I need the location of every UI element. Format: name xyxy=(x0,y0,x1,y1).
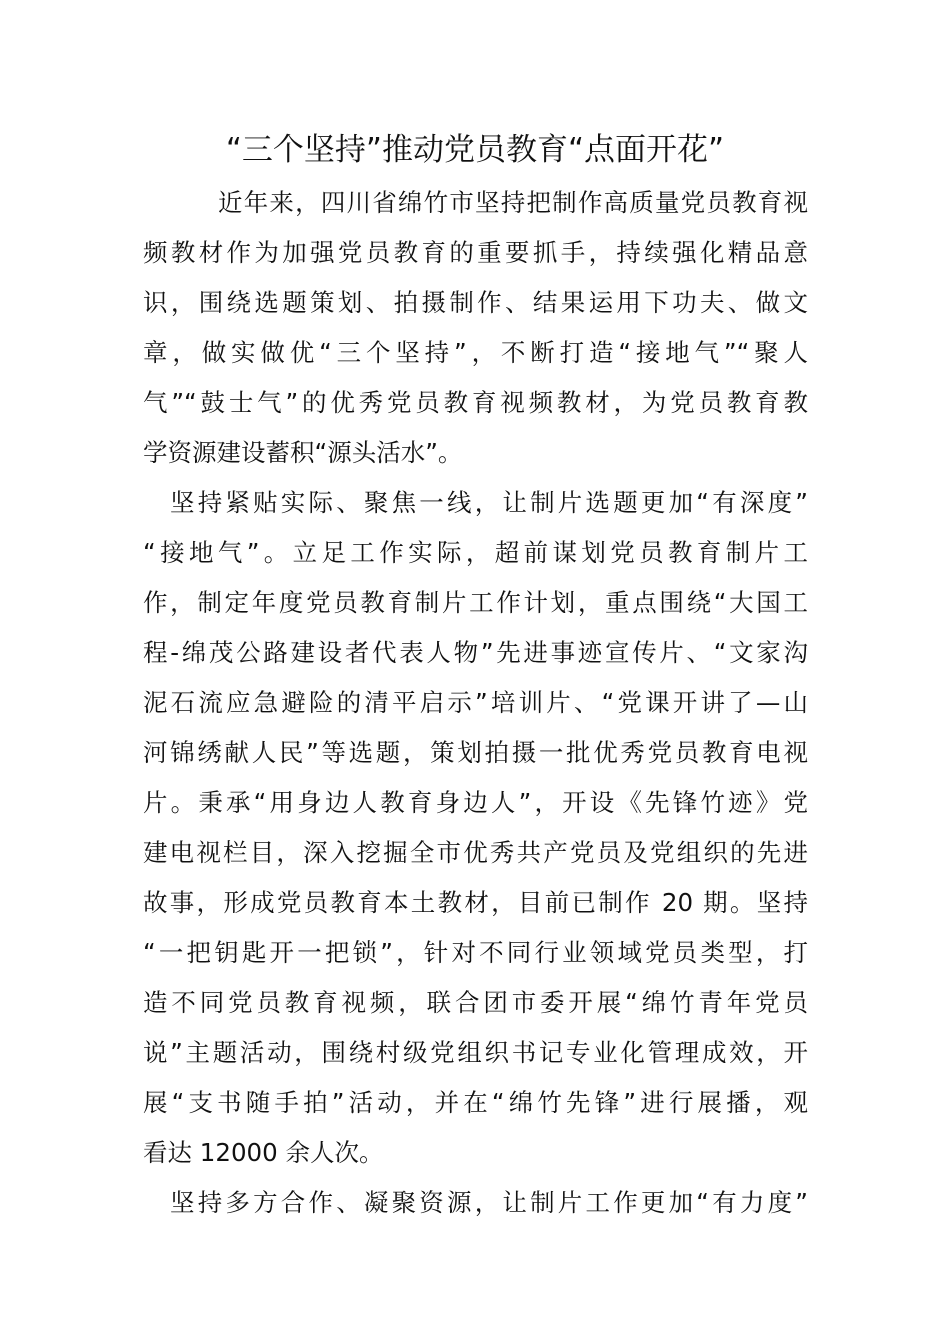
paragraph-2-line-13: 展“支书随手拍”活动，并在“绵竹先锋”进行展播，观 xyxy=(143,1088,808,1117)
paragraph-2-line-12: 说”主题活动，围绕村级党组织书记专业化管理成效，开 xyxy=(143,1038,808,1067)
paragraph-2-line-5: 泥石流应急避险的清平启示”培训片、“党课开讲了—山 xyxy=(143,688,808,717)
paragraph-1-line-4: 章，做实做优“三个坚持”，不断打造“接地气”“聚人 xyxy=(143,338,808,367)
paragraph-2-line-6: 河锦绣献人民”等选题，策划拍摄一批优秀党员教育电视 xyxy=(143,738,808,767)
paragraph-2-line-8: 建电视栏目，深入挖掘全市优秀共产党员及党组织的先进 xyxy=(143,838,808,867)
paragraph-2-line-7: 片。秉承“用身边人教育身边人”，开设《先锋竹迹》党 xyxy=(143,788,808,817)
paragraph-2-line-11: 造不同党员教育视频，联合团市委开展“绵竹青年党员 xyxy=(143,988,808,1017)
paragraph-1-line-5: 气”“鼓士气”的优秀党员教育视频教材，为党员教育教 xyxy=(143,388,808,417)
paragraph-1-line-2: 频教材作为加强党员教育的重要抓手，持续强化精品意 xyxy=(143,238,808,267)
paragraph-2-line-3: 作，制定年度党员教育制片工作计划，重点围绕“大国工 xyxy=(143,588,808,617)
article-title: “三个坚持”推动党员教育“点面开花” xyxy=(225,132,725,168)
paragraph-2-line-14: 看达 12000 余人次。 xyxy=(143,1138,384,1167)
paragraph-2-line-2: “接地气”。立足工作实际，超前谋划党员教育制片工 xyxy=(143,538,808,567)
paragraph-2-line-4: 程-绵茂公路建设者代表人物”先进事迹宣传片、“文家沟 xyxy=(143,638,808,667)
paragraph-3-line-1: 坚持多方合作、凝聚资源，让制片工作更加“有力度” xyxy=(170,1188,808,1217)
paragraph-2-line-9: 故事，形成党员教育本土教材，目前已制作 20 期。坚持 xyxy=(143,888,808,917)
paragraph-2-line-1: 坚持紧贴实际、聚焦一线，让制片选题更加“有深度” xyxy=(170,488,808,517)
paragraph-1-line-6: 学资源建设蓄积“源头活水”。 xyxy=(143,438,463,467)
paragraph-2-line-10: “一把钥匙开一把锁”，针对不同行业领域党员类型，打 xyxy=(143,938,808,967)
paragraph-1-line-3: 识，围绕选题策划、拍摄制作、结果运用下功夫、做文 xyxy=(143,288,808,317)
paragraph-1-line-1: 近年来，四川省绵竹市坚持把制作高质量党员教育视 xyxy=(218,188,808,217)
